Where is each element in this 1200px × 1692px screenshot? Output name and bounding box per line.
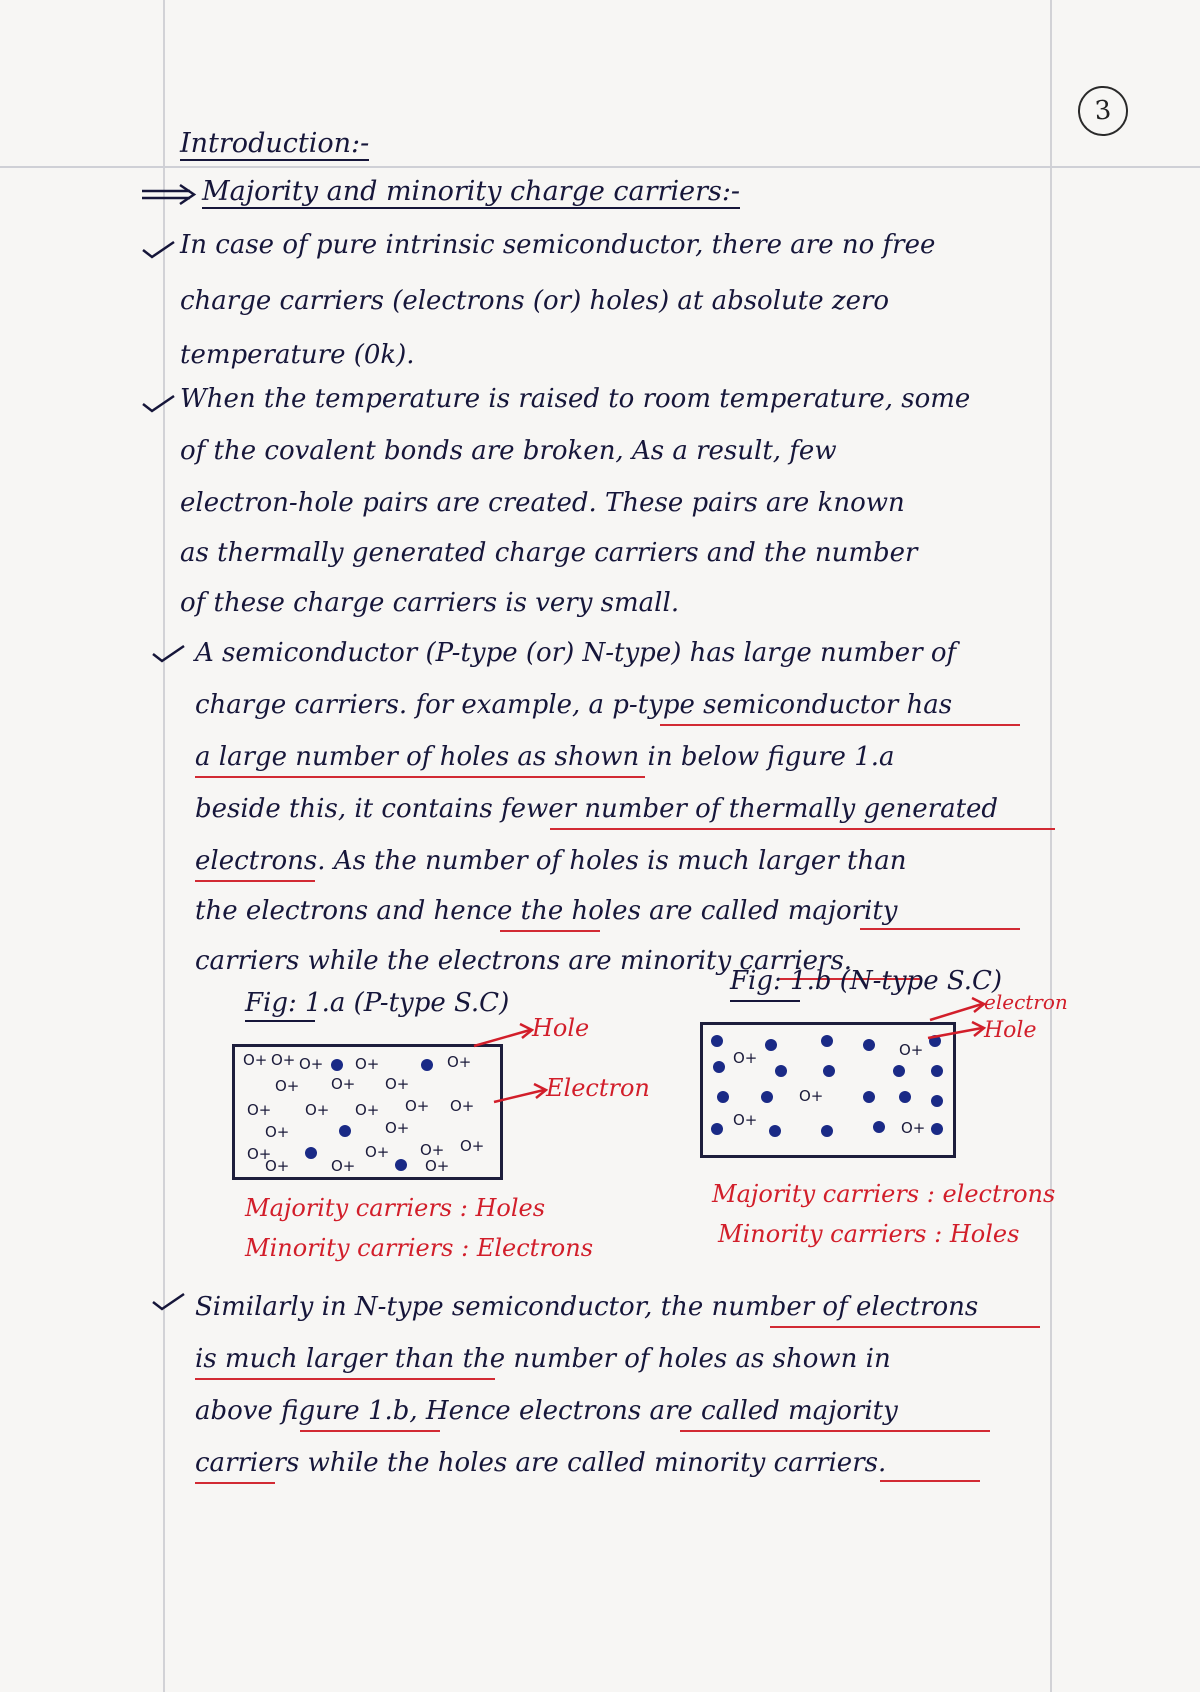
electron-dot	[823, 1065, 835, 1077]
red-underline	[300, 1430, 440, 1432]
hole-symbol: O+	[420, 1141, 445, 1159]
para2-line4: as thermally generated charge carriers and the number	[180, 538, 918, 568]
checkmark-icon	[150, 642, 186, 664]
hole-symbol: O+	[275, 1077, 300, 1095]
para4-line4: carriers while the holes are called minority carriers.	[195, 1448, 887, 1478]
electron-dot	[305, 1147, 317, 1159]
red-underline	[195, 880, 315, 882]
fig-a-hole-label: Hole	[532, 1014, 590, 1042]
para3-line4: beside this, it contains fewer number of thermally generated	[195, 794, 999, 824]
hole-symbol: O+	[365, 1143, 390, 1161]
fig-b-majority: Majority carriers : electrons	[712, 1180, 1056, 1208]
hole-symbol: O+	[385, 1075, 410, 1093]
para2-line5: of these charge carriers is very small.	[180, 588, 680, 618]
electron-dot	[713, 1061, 725, 1073]
electron-dot	[775, 1065, 787, 1077]
red-underline	[195, 1378, 495, 1380]
fig-b-hole-label: Hole	[984, 1018, 1037, 1043]
electron-dot	[711, 1035, 723, 1047]
para3-line7: carriers while the electrons are minority carriers.	[195, 946, 853, 976]
hole-symbol: O+	[331, 1157, 356, 1175]
para3-line3: a large number of holes as shown in below figure 1.a	[195, 742, 895, 772]
red-underline	[860, 928, 1020, 930]
checkmark-icon	[140, 392, 176, 414]
electron-dot	[873, 1121, 885, 1133]
hole-symbol: O+	[460, 1137, 485, 1155]
hole-symbol: O+	[799, 1087, 824, 1105]
electron-dot	[821, 1035, 833, 1047]
page-number: 3	[1076, 84, 1129, 137]
electron-dot	[931, 1123, 943, 1135]
para4-line2: is much larger than the number of holes as shown in	[195, 1344, 891, 1374]
caption-underline	[730, 1000, 800, 1002]
hole-symbol: O+	[447, 1053, 472, 1071]
red-underline	[660, 724, 1020, 726]
electron-dot	[893, 1065, 905, 1077]
heading: Introduction:-	[180, 128, 370, 159]
red-underline	[770, 1326, 1040, 1328]
electron-dot	[717, 1091, 729, 1103]
electron-dot	[331, 1059, 343, 1071]
red-underline	[195, 776, 645, 778]
para4-line1: Similarly in N-type semiconductor, the number of electrons	[195, 1292, 979, 1322]
red-underline	[550, 828, 1055, 830]
electron-dot	[761, 1091, 773, 1103]
para1-line1: In case of pure intrinsic semiconductor, there are no free	[180, 230, 936, 260]
red-underline	[500, 930, 600, 932]
para3-line2: charge carriers. for example, a p-type semiconductor has	[195, 690, 953, 720]
electron-dot	[931, 1065, 943, 1077]
para3-line5: electrons. As the number of holes is much larger than	[195, 846, 907, 876]
red-underline	[680, 1430, 990, 1432]
hole-symbol: O+	[305, 1101, 330, 1119]
hole-symbol: O+	[265, 1123, 290, 1141]
electron-dot	[899, 1091, 911, 1103]
checkmark-icon	[150, 1290, 186, 1312]
hole-symbol: O+	[271, 1051, 296, 1069]
hole-symbol: O+	[247, 1101, 272, 1119]
hole-symbol: O+	[425, 1157, 450, 1175]
electron-dot	[765, 1039, 777, 1051]
hole-symbol: O+	[385, 1119, 410, 1137]
para1-line2: charge carriers (electrons (or) holes) at absolute zero	[180, 286, 890, 316]
para4-line3: above figure 1.b, Hence electrons are called majority	[195, 1396, 898, 1426]
fig-a-electron-label: Electron	[546, 1074, 650, 1102]
fig-a-minority: Minority carriers : Electrons	[245, 1234, 594, 1262]
hole-symbol: O+	[247, 1145, 272, 1163]
right-margin-rule	[1050, 0, 1052, 1692]
fig-a-majority: Majority carriers : Holes	[245, 1194, 546, 1222]
electron-dot	[821, 1125, 833, 1137]
hole-symbol: O+	[733, 1111, 758, 1129]
electron-dot	[931, 1095, 943, 1107]
hole-symbol: O+	[450, 1097, 475, 1115]
fig-b-caption: Fig: 1.b (N-type S.C)	[730, 966, 1003, 996]
double-arrow-icon	[140, 183, 200, 207]
hole-symbol: O+	[243, 1051, 268, 1069]
hole-symbol: O+	[355, 1055, 380, 1073]
subheading: Majority and minority charge carriers:-	[202, 176, 741, 207]
hole-symbol: O+	[265, 1157, 290, 1175]
checkmark-icon	[140, 238, 176, 260]
para3-line6: the electrons and hence the holes are called majority	[195, 896, 898, 926]
hole-symbol: O+	[331, 1075, 356, 1093]
red-underline	[195, 1482, 275, 1484]
electron-dot	[769, 1125, 781, 1137]
hole-symbol: O+	[355, 1101, 380, 1119]
para2-line2: of the covalent bonds are broken, As a result, few	[180, 436, 837, 466]
electron-dot	[863, 1091, 875, 1103]
hole-symbol: O+	[899, 1041, 924, 1059]
electron-dot	[711, 1123, 723, 1135]
para1-line3: temperature (0k).	[180, 340, 415, 370]
hole-symbol: O+	[733, 1049, 758, 1067]
hole-symbol: O+	[901, 1119, 926, 1137]
fig-b-arrows	[910, 996, 990, 1056]
fig-b-electron-label: electron	[984, 990, 1068, 1014]
fig-a-caption: Fig: 1.a (P-type S.C)	[245, 988, 510, 1018]
hole-symbol: O+	[405, 1097, 430, 1115]
para2-line3: electron-hole pairs are created. These pairs are known	[180, 488, 905, 518]
electron-dot	[863, 1039, 875, 1051]
para2-line1: When the temperature is raised to room temperature, some	[180, 384, 971, 414]
hole-symbol: O+	[299, 1055, 324, 1073]
electron-dot	[421, 1059, 433, 1071]
caption-underline	[245, 1020, 315, 1022]
electron-dot	[395, 1159, 407, 1171]
para3-line1: A semiconductor (P-type (or) N-type) has large number of	[195, 638, 957, 668]
top-margin-rule	[0, 166, 1200, 168]
fig-b-minority: Minority carriers : Holes	[718, 1220, 1020, 1248]
red-underline	[880, 1480, 980, 1482]
electron-dot	[339, 1125, 351, 1137]
p-type-diagram	[232, 1044, 503, 1180]
